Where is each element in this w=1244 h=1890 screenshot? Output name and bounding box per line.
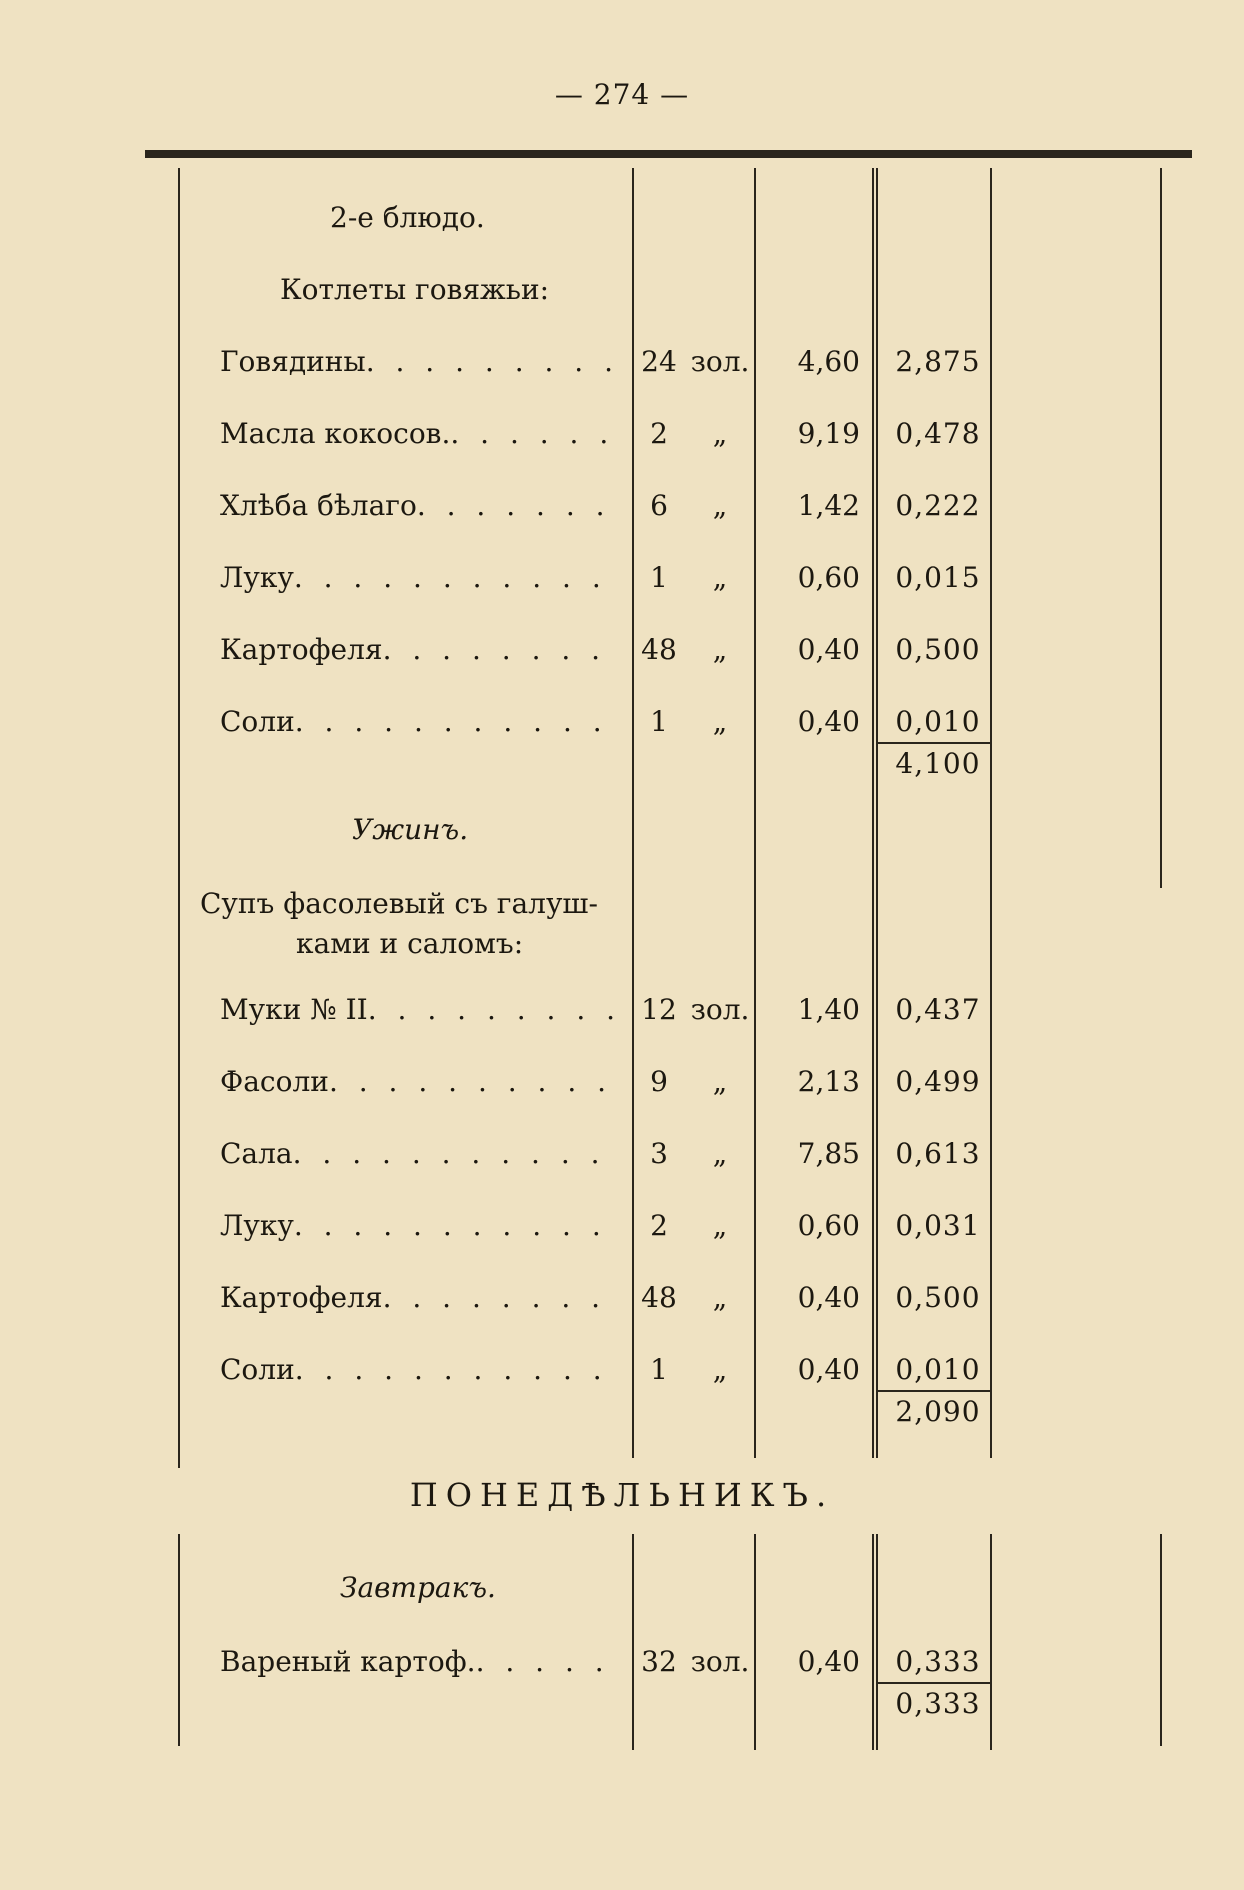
item-unit: зол. <box>690 993 750 1026</box>
item-qty: 1 <box>650 705 668 738</box>
section2-subtitle-line1: Супъ фасолевый съ галуш- <box>200 887 598 920</box>
item-price: 1,42 <box>797 489 860 522</box>
day-heading: ПОНЕДѢЛЬНИКЪ. <box>409 1476 835 1514</box>
item-unit: „ <box>712 1209 728 1242</box>
item-unit: „ <box>712 1353 728 1386</box>
item-name: Хлѣба бѣлаго <box>220 489 417 522</box>
section2-subtitle-line2: ками и саломъ: <box>296 927 524 960</box>
item-unit: „ <box>712 1137 728 1170</box>
table-divider-total-double <box>876 1534 878 1750</box>
section3-title: Завтракъ. <box>340 1571 496 1604</box>
item-name: Луку <box>220 561 294 594</box>
table-border-left <box>178 168 180 1468</box>
section2-title: Ужинъ. <box>352 813 469 846</box>
item-name: Картофеля <box>220 1281 383 1314</box>
sum-rule <box>878 1682 990 1684</box>
item-unit: „ <box>712 705 728 738</box>
item-name: Муки № II <box>220 993 368 1026</box>
item-qty: 2 <box>650 1209 668 1242</box>
item-total: 0,437 <box>895 993 981 1026</box>
table-border-right <box>1160 168 1162 888</box>
item-qty: 48 <box>641 633 677 666</box>
item-unit: зол. <box>690 345 750 378</box>
item-unit: зол. <box>690 1645 750 1678</box>
top-rule <box>145 150 1192 158</box>
item-unit: „ <box>712 561 728 594</box>
item-price: 0,40 <box>797 1353 860 1386</box>
item-price: 0,40 <box>797 633 860 666</box>
item-qty: 32 <box>641 1645 677 1678</box>
item-qty: 2 <box>650 417 668 450</box>
item-price: 4,60 <box>797 345 860 378</box>
item-total: 2,875 <box>895 345 981 378</box>
table-divider-total <box>872 168 874 1458</box>
item-total: 0,010 <box>895 1353 981 1386</box>
item-total: 0,222 <box>895 489 981 522</box>
item-name: Луку <box>220 1209 294 1242</box>
item-name: Соли <box>220 705 295 738</box>
table-divider-price <box>754 168 756 1458</box>
section1-subtitle: Котлеты говяжьи: <box>280 273 550 306</box>
item-qty: 48 <box>641 1281 677 1314</box>
item-unit: „ <box>712 417 728 450</box>
item-price: 0,40 <box>797 705 860 738</box>
item-qty: 6 <box>650 489 668 522</box>
item-price: 9,19 <box>797 417 860 450</box>
table-divider-total-double <box>876 168 878 1458</box>
table-border-right <box>1160 1534 1162 1746</box>
item-unit: „ <box>712 1281 728 1314</box>
item-name: Вареный картоф. <box>220 1645 476 1678</box>
item-price: 0,60 <box>797 1209 860 1242</box>
item-price: 2,13 <box>797 1065 860 1098</box>
item-name: Сала <box>220 1137 293 1170</box>
section2-sum: 2,090 <box>895 1395 981 1428</box>
table-border-left <box>178 1534 180 1746</box>
item-total: 0,333 <box>895 1645 981 1678</box>
item-total: 0,015 <box>895 561 981 594</box>
item-qty: 1 <box>650 1353 668 1386</box>
item-total: 0,613 <box>895 1137 981 1170</box>
item-qty: 3 <box>650 1137 668 1170</box>
item-total: 0,031 <box>895 1209 981 1242</box>
item-name: Соли <box>220 1353 295 1386</box>
item-unit: „ <box>712 1065 728 1098</box>
sum-rule <box>878 1390 990 1392</box>
item-price: 0,40 <box>797 1281 860 1314</box>
section3-sum: 0,333 <box>895 1687 981 1720</box>
item-name: Масла кокосов. <box>220 417 451 450</box>
sum-rule <box>878 742 990 744</box>
item-name: Картофеля <box>220 633 383 666</box>
item-unit: „ <box>712 633 728 666</box>
item-name: Говядины <box>220 345 366 378</box>
section1-sum: 4,100 <box>895 747 981 780</box>
item-qty: 24 <box>641 345 677 378</box>
item-price: 1,40 <box>797 993 860 1026</box>
item-total: 0,478 <box>895 417 981 450</box>
item-total: 0,500 <box>895 633 981 666</box>
item-name: Фасоли <box>220 1065 329 1098</box>
table-divider-qty <box>632 1534 634 1750</box>
item-qty: 9 <box>650 1065 668 1098</box>
item-qty: 12 <box>641 993 677 1026</box>
item-total: 0,499 <box>895 1065 981 1098</box>
table-divider-total <box>872 1534 874 1750</box>
item-price: 0,40 <box>797 1645 860 1678</box>
table-divider-price <box>754 1534 756 1750</box>
item-qty: 1 <box>650 561 668 594</box>
item-total: 0,010 <box>895 705 981 738</box>
item-total: 0,500 <box>895 1281 981 1314</box>
page-number: — 274 — <box>554 78 690 111</box>
item-price: 7,85 <box>797 1137 860 1170</box>
item-unit: „ <box>712 489 728 522</box>
item-price: 0,60 <box>797 561 860 594</box>
section1-title: 2-е блюдо. <box>330 201 485 234</box>
